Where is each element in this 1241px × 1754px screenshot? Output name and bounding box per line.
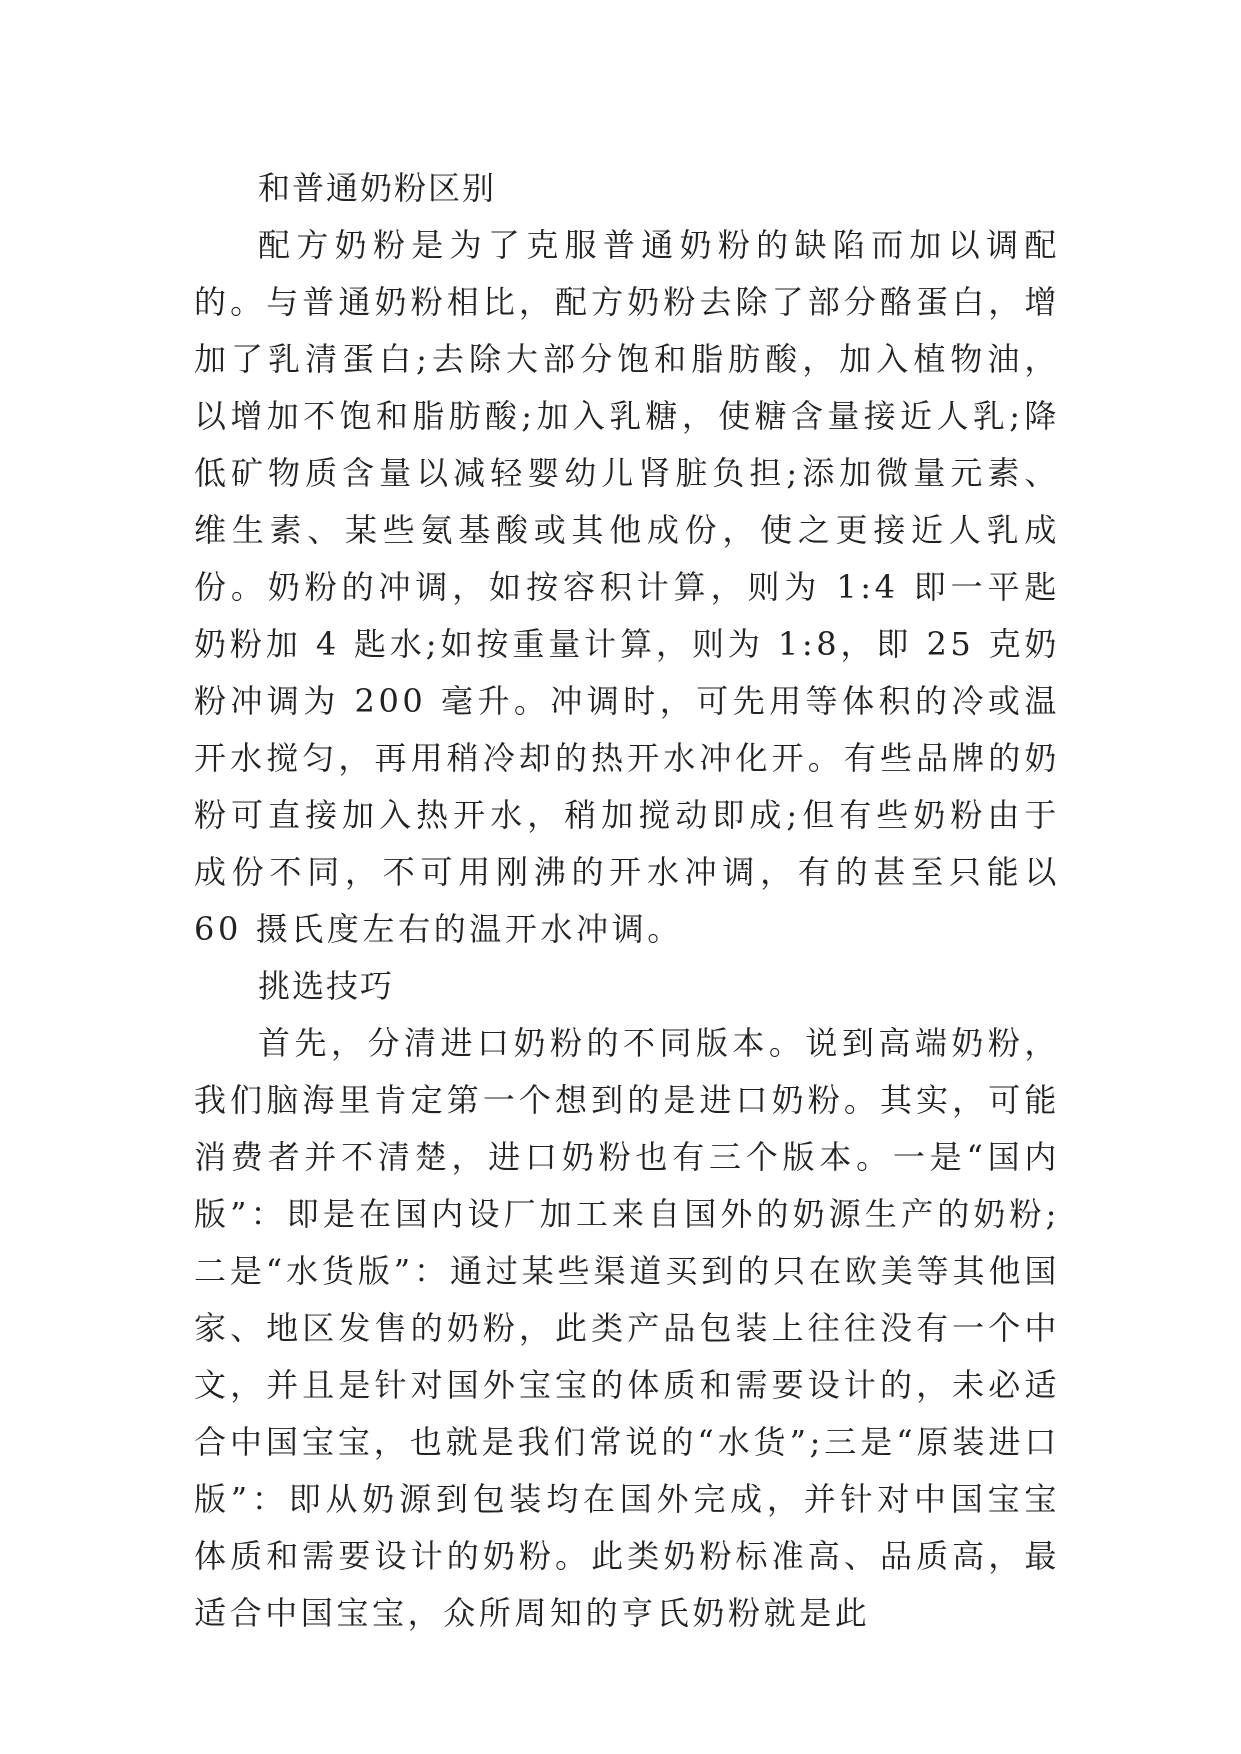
document-body	[194, 160, 1060, 1642]
section-heading-difference: 和普通奶粉区别	[258, 169, 497, 207]
section-heading-selection-tips: 挑选技巧	[258, 967, 395, 1005]
section-paragraph-difference: 配方奶粉是为了克服普通奶粉的缺陷而加以调配的。与普通奶粉相比，配方奶粉去除了部分酪蛋白，增加了乳清蛋白;去除大部分饱和脂肪酸，加入植物油，以增加不饱和脂肪酸;加入乳糖，使糖含量接近人乳;降低矿物质含量以减轻婴幼儿肾脏负担;添加微量元素、维生素、某些氨基酸或其他成份，使之更接近人乳成份。奶粉的冲调，如按容积计算，则为 1:4 即一平匙奶粉加 4 匙水;如按重量计算，则为 1:8，即 25 克奶粉冲调为 200 毫升。冲调时，可先用等体积的冷或温开水搅匀，再用稍冷却的热开水冲化开。有些品牌的奶粉可直接加入热开水，稍加搅动即成;但有些奶粉由于成份不同，不可用刚沸的开水冲调，有的甚至只能以 60 摄氏度左右的温开水冲调。	[194, 226, 1060, 948]
section-paragraph-selection-tips: 首先，分清进口奶粉的不同版本。说到高端奶粉，我们脑海里肯定第一个想到的是进口奶粉。其实，可能消费者并不清楚，进口奶粉也有三个版本。一是“国内版”：即是在国内设厂加工来自国外的奶源生产的奶粉;二是“水货版”：通过某些渠道买到的只在欧美等其他国家、地区发售的奶粉，此类产品包装上往往没有一个中文，并且是针对国外宝宝的体质和需要设计的，未必适合中国宝宝，也就是我们常说的“水货”;三是“原装进口版”：即从奶源到包装均在国外完成，并针对中国宝宝体质和需要设计的奶粉。此类奶粉标准高、品质高，最适合中国宝宝，众所周知的亨氏奶粉就是此	[194, 1024, 1060, 1632]
